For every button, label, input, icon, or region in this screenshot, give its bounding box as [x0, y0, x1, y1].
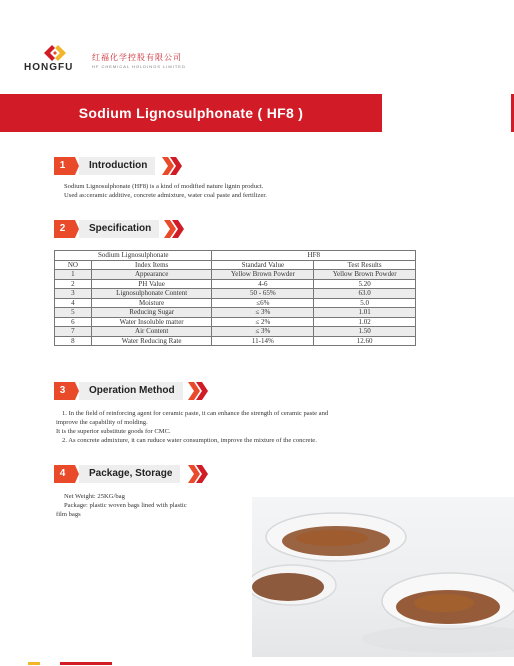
package-line: Net Weight: 25KG/bag — [64, 493, 125, 500]
section-number: 1 — [54, 157, 71, 175]
table-cell: 63.0 — [314, 289, 416, 299]
arrow-icon — [71, 220, 79, 238]
intro-line: Used as:ceramic additive, concrete admixture, water coal paste and fertilizer. — [64, 192, 267, 199]
section-number: 2 — [54, 220, 71, 238]
company-name-cn: 红福化学控股有限公司 — [92, 53, 182, 62]
operation-line: 2. As concrete admixture, it can ruduce water consumption, improve the mixture of the concrete. — [62, 437, 317, 444]
table-row — [55, 298, 416, 308]
table-row — [55, 289, 416, 299]
introduction-text — [64, 182, 267, 200]
table-header-row — [55, 260, 416, 270]
table-cell: 5 — [55, 308, 92, 318]
operation-line: 1. In the field of reinforcing agent for ceramic paste, it can enhance the strength of ceramic paste and — [62, 410, 329, 417]
package-line: film bags — [56, 511, 81, 518]
table-cell: Sodium Lignosulphonate — [55, 251, 212, 261]
table-cell: 8 — [55, 336, 92, 346]
table-row — [55, 308, 416, 318]
operation-text — [56, 409, 456, 445]
footer-accent — [28, 662, 40, 665]
table-cell: 3 — [55, 289, 92, 299]
intro-line: Sodium Lignosulphonate (HF8) is a kind of modified nature lignin product. — [64, 183, 264, 190]
specification-table — [54, 250, 416, 346]
column-header: Index Items — [91, 260, 212, 270]
table-cell: ≤ 3% — [212, 308, 314, 318]
table-row — [55, 336, 416, 346]
table-cell: HF8 — [212, 251, 416, 261]
section-label: Operation Method — [79, 382, 183, 400]
table-cell: 4-6 — [212, 279, 314, 289]
table-row — [55, 317, 416, 327]
product-photo — [252, 497, 514, 657]
table-cell: Yellow Brown Powder — [212, 270, 314, 280]
section-number: 4 — [54, 465, 71, 483]
page-title: Sodium Lignosulphonate ( HF8 ) — [78, 105, 304, 121]
table-cell: Air Content — [91, 327, 212, 337]
table-cell: Reducing Sugar — [91, 308, 212, 318]
double-chevron-icon — [162, 157, 184, 175]
logo-mark-icon — [42, 44, 68, 62]
arrow-icon — [71, 465, 79, 483]
table-cell: ≤ 2% — [212, 317, 314, 327]
table-cell: 1.50 — [314, 327, 416, 337]
company-logo — [24, 44, 84, 76]
table-cell: 50 - 65% — [212, 289, 314, 299]
table-cell: ≤ 3% — [212, 327, 314, 337]
table-cell: Yellow Brown Powder — [314, 270, 416, 280]
operation-line: It is the superior substitute goods for CMC. — [56, 428, 171, 435]
table-cell: 6 — [55, 317, 92, 327]
table-row — [55, 279, 416, 289]
section-number: 3 — [54, 382, 71, 400]
table-cell: 5.20 — [314, 279, 416, 289]
table-row — [55, 327, 416, 337]
double-chevron-icon — [164, 220, 186, 238]
footer-accent — [60, 662, 112, 665]
table-cell: PH Value — [91, 279, 212, 289]
arrow-icon — [71, 157, 79, 175]
table-cell: 1.01 — [314, 308, 416, 318]
table-cell: 12.60 — [314, 336, 416, 346]
table-cell: Water Insoluble matter — [91, 317, 212, 327]
section-label: Introduction — [79, 157, 155, 175]
table-row — [55, 270, 416, 280]
column-header: Standard Value — [212, 260, 314, 270]
arrow-icon — [71, 382, 79, 400]
table-cell: ≤6% — [212, 298, 314, 308]
package-line: Package: plastic woven bags lined with plastic — [64, 502, 187, 509]
operation-line: improve the capability of molding. — [56, 419, 148, 426]
double-chevron-icon — [188, 465, 210, 483]
section-label: Specification — [79, 220, 159, 238]
table-cell: Appearance — [91, 270, 212, 280]
double-chevron-icon — [188, 382, 210, 400]
table-cell: Moisture — [91, 298, 212, 308]
table-row — [55, 251, 416, 261]
column-header: Test Results — [314, 260, 416, 270]
table-cell: Water Reducing Rate — [91, 336, 212, 346]
title-bar — [0, 94, 382, 132]
section-label: Package, Storage — [79, 465, 180, 483]
company-name — [92, 52, 186, 69]
table-cell: 2 — [55, 279, 92, 289]
table-cell: 5.0 — [314, 298, 416, 308]
table-cell: 11-14% — [212, 336, 314, 346]
company-name-en: HF CHEMICAL HOLDINGS LIMITED — [92, 64, 186, 69]
table-cell: Lignosulphonate Content — [91, 289, 212, 299]
table-cell: 1.02 — [314, 317, 416, 327]
table-cell: 4 — [55, 298, 92, 308]
table-cell: 7 — [55, 327, 92, 337]
package-text — [56, 492, 246, 519]
petri-dish-illustration — [252, 497, 514, 657]
column-header: NO — [55, 260, 92, 270]
logo-wordmark: HONGFU — [24, 62, 74, 73]
table-cell: 1 — [55, 270, 92, 280]
